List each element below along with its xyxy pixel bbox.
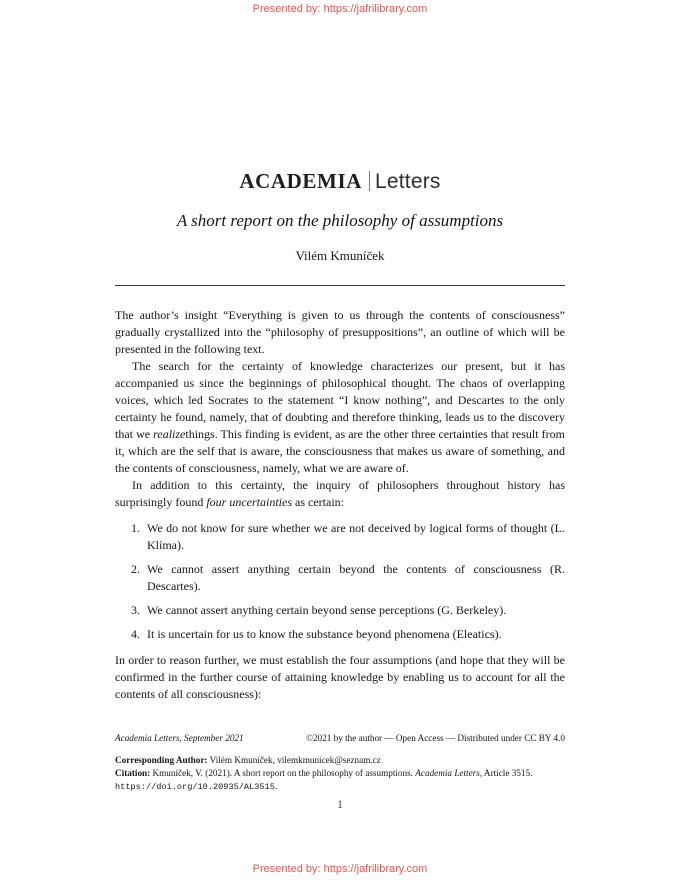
citation-label: Citation:: [115, 768, 151, 778]
corresponding-author-label: Corresponding Author:: [115, 755, 208, 765]
list-item-2-text: We cannot assert anything certain beyond the contents of consciousness (R. Descartes).: [147, 562, 565, 593]
watermark-link-top[interactable]: Presented by: https://jafrilibrary.com: [252, 3, 428, 15]
citation-journal-name: Academia Letters: [415, 768, 480, 778]
doi-link[interactable]: https://doi.org/10.20935/AL3515: [115, 782, 275, 792]
article-header: [0, 0, 680, 286]
brand-divider: [369, 171, 370, 191]
paragraph-3-text-2: as certain:: [292, 495, 344, 509]
list-item-2: [115, 561, 565, 595]
citation-text-1: Kmuníček, V. (2021). A short report on the philosophy of assumptions.: [150, 768, 416, 778]
list-item-3-number: 3.: [131, 603, 140, 617]
list-item-4-text: It is uncertain for us to know the substance beyond phenomena (Eleatics).: [147, 627, 502, 641]
article-author: Vilém Kmuníček: [295, 248, 385, 263]
list-item-1: [115, 520, 565, 554]
journal-masthead: [0, 168, 680, 195]
footer-meta-row: [115, 732, 565, 745]
paragraph-2-emphasis: realize: [153, 427, 186, 441]
article-footer: [115, 732, 565, 794]
corresponding-author-line: [115, 754, 565, 767]
citation-text-2: , Article 3515.: [479, 768, 533, 778]
list-item-1-number: 1.: [131, 521, 140, 535]
watermark-link-bottom[interactable]: Presented by: https://jafrilibrary.com: [252, 863, 428, 875]
paragraph-1: The author’s insight “Everything is given to us through the contents of consciousness” gradually crystallized into the “philosophy of presuppositions”, an outline of which will be presented in the following text.: [115, 308, 565, 356]
paragraph-4: In order to reason further, we must establish the four assumptions (and hope that they will be confirmed in the further course of attaining knowledge by enabling us to account for all the contents of all consciousness):: [115, 653, 565, 701]
list-item-4-number: 4.: [131, 627, 140, 641]
list-item-4: [115, 626, 565, 643]
paragraph-2-text-1: The search for the certainty of knowledge characterizes our present, but it has accompanied us since the beginnings of philosophical thought. The chaos of overlapping voices, which led Socrates to the statement “I know nothing”, and Descartes to the only certainty he found, namely, that of doubting and therefore thinking, leads us to the discovery that we: [115, 359, 565, 441]
list-item-3-text: We cannot assert anything certain beyond sense perceptions (G. Berkeley).: [147, 603, 507, 617]
paragraph-3: [115, 477, 565, 511]
uncertainty-list: [115, 520, 565, 643]
list-item-3: [115, 602, 565, 619]
list-item-1-text: We do not know for sure whether we are not deceived by logical forms of thought (L. Klíma).: [147, 521, 565, 552]
paragraph-3-emphasis: four uncertainties: [206, 495, 293, 509]
footer-copyright: ©2021 by the author — Open Access — Distributed under CC BY 4.0: [305, 733, 565, 743]
paragraph-2: [115, 358, 565, 477]
citation-line: [115, 767, 565, 794]
article-body: [115, 307, 565, 703]
paragraph-2-text-2: things. This finding is evident, as are the other three certainties that result from it, which are the self that is aware, the consciousness that makes us aware of something, and the contents of consciousness, namely, what we are aware of.: [115, 427, 565, 475]
paragraph-3-text-1: In addition to this certainty, the inquiry of philosophers throughout history has surprisingly found: [115, 478, 565, 509]
page-number: 1: [337, 799, 343, 811]
footer-journal-reference: Academia Letters, September 2021: [115, 733, 244, 743]
brand-letters: Letters: [375, 170, 441, 193]
list-item-2-number: 2.: [131, 562, 140, 576]
separator-rule: [115, 285, 565, 286]
article-title: A short report on the philosophy of assumptions: [176, 211, 504, 230]
citation-text-3: .: [274, 781, 278, 791]
brand-academia: ACADEMIA: [239, 169, 363, 193]
corresponding-author-text: Vilém Kmuníček, vilemkmunicek@seznam.cz: [207, 755, 381, 765]
